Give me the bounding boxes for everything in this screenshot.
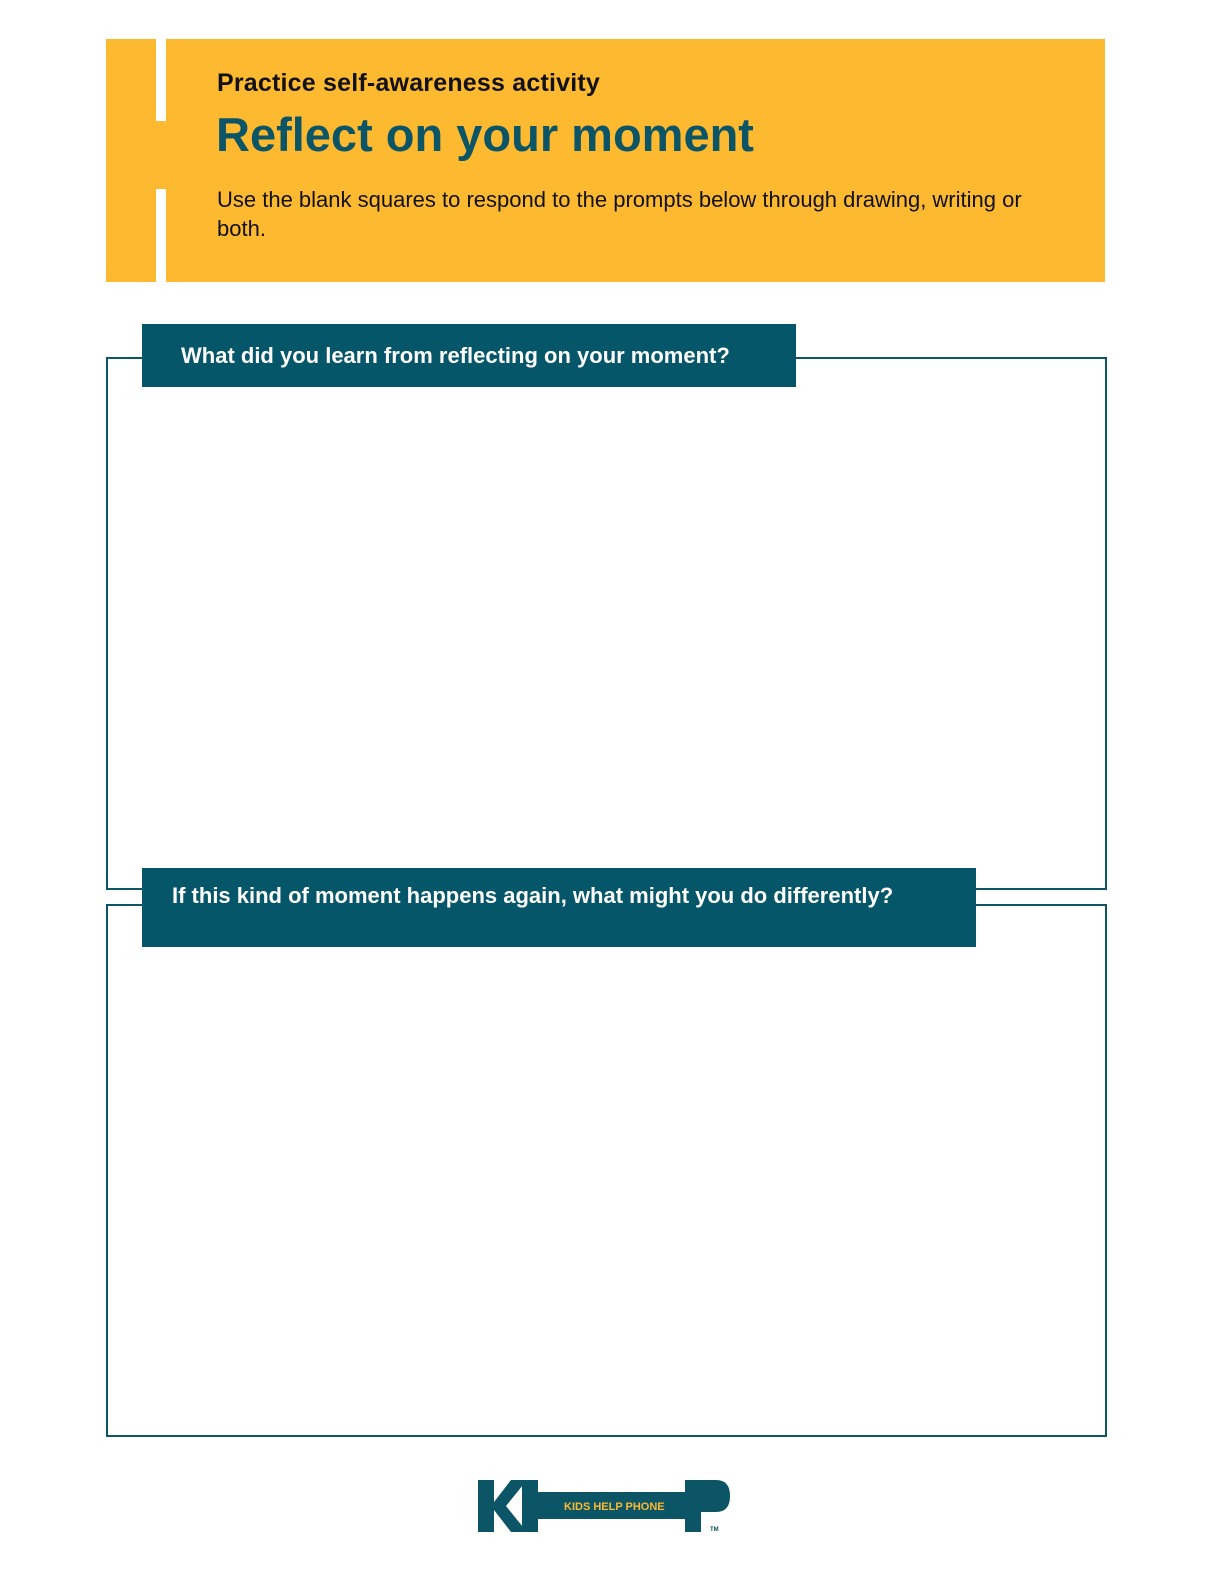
header-banner xyxy=(106,39,1105,282)
header-divider-top xyxy=(156,39,166,121)
response-box-1[interactable] xyxy=(106,357,1107,890)
activity-kicker: Practice self-awareness activity xyxy=(217,69,601,97)
logo-text: KIDS HELP PHONE xyxy=(564,1501,665,1513)
trademark-mark: TM xyxy=(710,1527,719,1533)
kids-help-phone-logo xyxy=(478,1478,738,1540)
response-box-2[interactable] xyxy=(106,904,1107,1437)
prompt-label-1: What did you learn from reflecting on your moment? xyxy=(142,324,796,387)
intro-text: Use the blank squares to respond to the prompts below through drawing, writing or both. xyxy=(217,187,1022,241)
header-divider-bottom xyxy=(156,189,166,282)
prompt-label-2: If this kind of moment happens again, what might you do differently? xyxy=(142,868,976,947)
logo-mark-icon xyxy=(478,1478,738,1540)
page-title: Reflect on your moment xyxy=(216,108,754,161)
